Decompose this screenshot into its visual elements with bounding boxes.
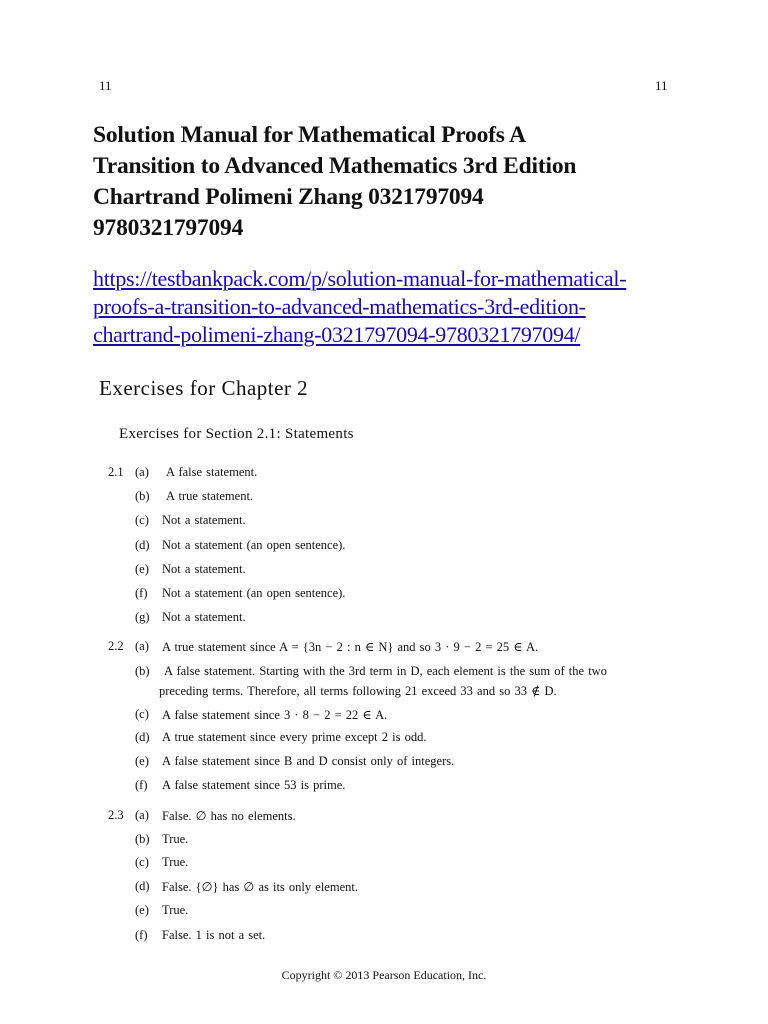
part-label: (e) (135, 903, 149, 917)
answer-text: Not a statement. (162, 513, 246, 527)
part-label: (a) (135, 465, 149, 479)
answer-text: A false statement since 3 · 8 − 2 = 22 ∈ A. (162, 708, 388, 722)
title-line: Chartrand Polimeni Zhang 0321797094 (93, 184, 484, 210)
exercise-number: 2.3 (108, 808, 124, 822)
exercise-number: 2.2 (108, 639, 124, 653)
part-label: (f) (135, 778, 148, 792)
part-label: (f) (135, 586, 148, 600)
answer-text: Not a statement. (162, 562, 246, 576)
answer-text: Not a statement (an open sentence). (162, 538, 346, 552)
part-label: (b) (135, 664, 150, 678)
answer-text: True. (162, 855, 189, 869)
part-label: (f) (135, 928, 148, 942)
part-label: (a) (135, 639, 149, 653)
answer-text: A true statement since every prime except 2 is odd. (162, 730, 427, 744)
page-number-left: 11 (99, 78, 112, 93)
link-line[interactable]: chartrand-polimeni-zhang-0321797094-9780321797094/ (93, 322, 581, 347)
answer-text: A false statement since B and D consist only of integers. (162, 754, 455, 768)
document-title (93, 120, 693, 244)
part-label: (e) (135, 562, 149, 576)
answer-text: A false statement. Starting with the 3rd term in D, each element is the sum of the two (164, 664, 607, 678)
part-label: (d) (135, 538, 150, 552)
part-label: (g) (135, 610, 150, 624)
answer-text: True. (162, 903, 189, 917)
link-line[interactable]: https://testbankpack.com/p/solution-manual-for-mathematical- (93, 266, 627, 291)
copyright-footer: Copyright © 2013 Pearson Education, Inc. (281, 968, 487, 982)
part-label: (c) (135, 855, 149, 869)
answer-text: A false statement since 53 is prime. (162, 778, 346, 792)
answer-text: False. ∅ has no elements. (162, 809, 296, 823)
answer-text: A true statement since A = {3n − 2 : n ∈ N} and so 3 · 9 − 2 = 25 ∈ A. (162, 640, 539, 654)
part-label: (a) (135, 808, 149, 822)
answer-text: False. {∅} has ∅ as its only element. (162, 880, 358, 894)
part-label: (b) (135, 489, 150, 503)
answer-text: Not a statement. (162, 610, 246, 624)
link-line[interactable]: proofs-a-transition-to-advanced-mathematics-3rd-edition- (93, 294, 586, 319)
answer-text: False. 1 is not a set. (162, 928, 266, 942)
answer-text: True. (162, 832, 189, 846)
answer-text: A false statement. (166, 465, 258, 479)
answer-text: A true statement. (166, 489, 254, 503)
part-label: (d) (135, 879, 150, 893)
part-label: (b) (135, 832, 150, 846)
section-heading: Exercises for Section 2.1: Statements (119, 426, 354, 442)
product-link[interactable] (93, 265, 713, 349)
part-label: (d) (135, 730, 150, 744)
chapter-heading: Exercises for Chapter 2 (99, 376, 309, 400)
part-label: (c) (135, 513, 149, 527)
title-line: 9780321797094 (93, 215, 244, 241)
page-number-right: 11 (655, 78, 668, 93)
answer-text-continued: preceding terms. Therefore, all terms following 21 exceed 33 and so 33 ∉ D. (159, 684, 557, 698)
part-label: (c) (135, 707, 149, 721)
part-label: (e) (135, 754, 149, 768)
title-line: Transition to Advanced Mathematics 3rd Edition (93, 153, 577, 179)
exercise-number: 2.1 (108, 465, 124, 479)
answer-text: Not a statement (an open sentence). (162, 586, 346, 600)
title-line: Solution Manual for Mathematical Proofs A (93, 122, 526, 148)
